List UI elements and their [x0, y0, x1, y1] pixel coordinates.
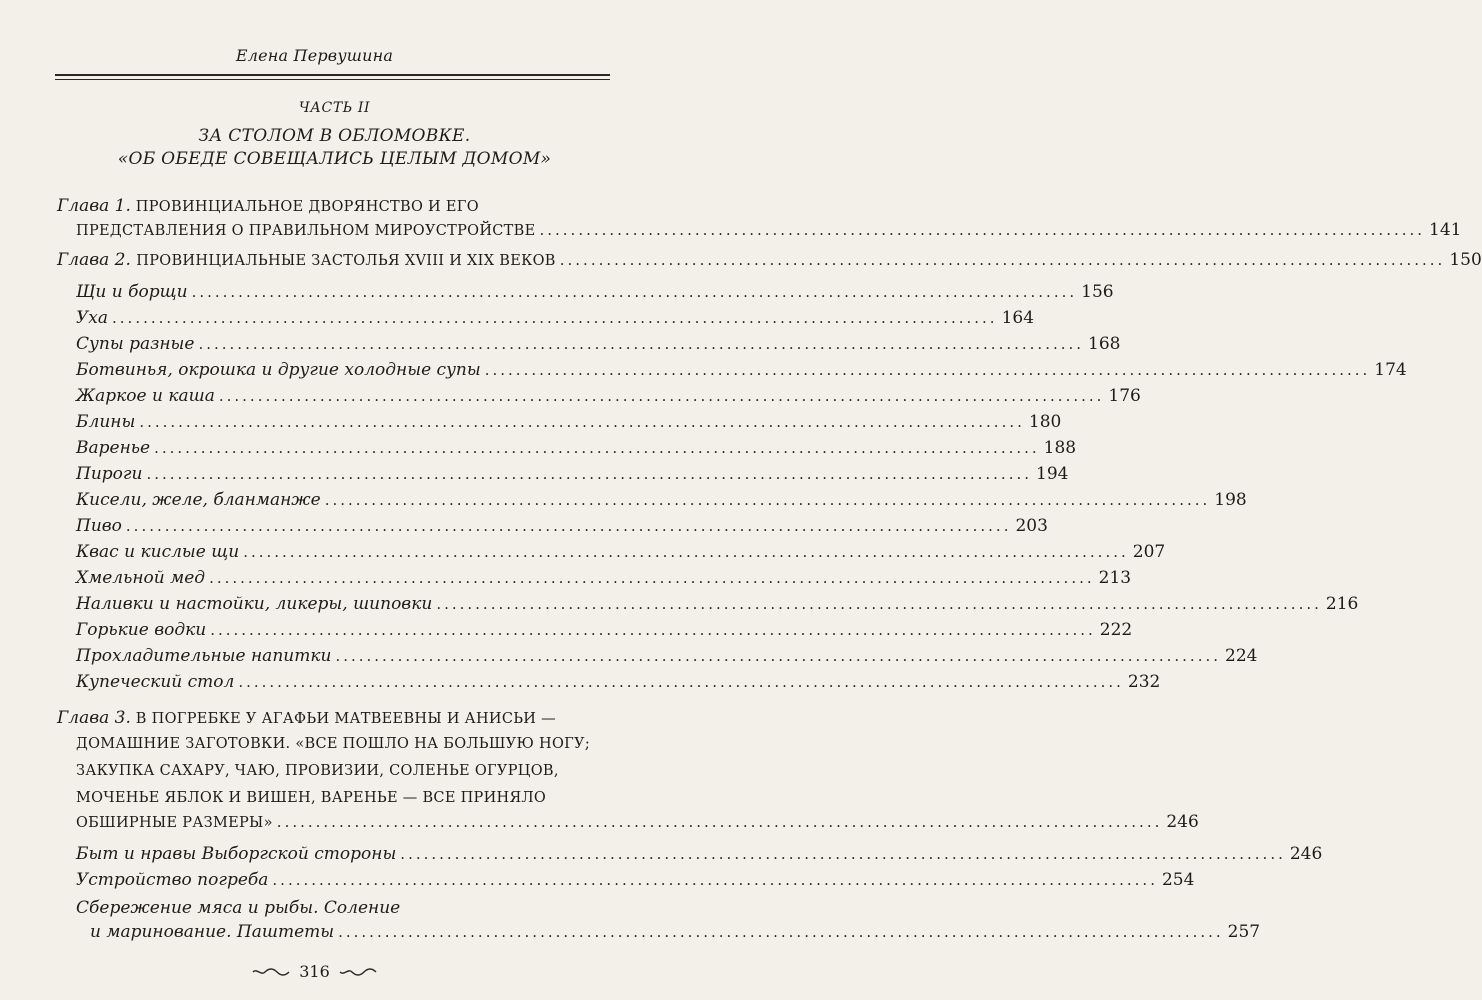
toc-entry [76, 490, 1247, 510]
section-title: Варенье [76, 438, 151, 458]
section-page: 222 [1099, 620, 1133, 640]
section-title: Уха [76, 308, 109, 328]
leader-dots: .................................................................................................................. [338, 923, 1224, 941]
toc-entry [76, 646, 1258, 666]
section-title: Быт и нравы Выборгской стороны [76, 844, 397, 864]
toc-entry [76, 412, 1062, 432]
section-page: 176 [1108, 386, 1141, 406]
chapter-3-page: 246 [1166, 812, 1199, 832]
toc-entry [76, 568, 1132, 588]
section-title: Пироги [76, 464, 143, 484]
chapter-3-title-line-4: МОЧЕНЬЕ ЯБЛОК И ВИШЕН, ВАРЕНЬЕ — ВСЕ ПРИНЯЛО [76, 790, 547, 806]
leader-dots: .................................................................................................................. [125, 517, 1012, 535]
toc-entry [76, 282, 1114, 302]
section-page: 180 [1028, 412, 1062, 432]
leader-dots: .................................................................................................................. [154, 439, 1040, 457]
section-title: Пиво [76, 516, 122, 536]
toc-entry [76, 220, 1462, 240]
leader-dots: .................................................................................................................. [400, 845, 1286, 863]
toc-entry [76, 844, 1323, 864]
section-page: 164 [1001, 308, 1035, 328]
chapter-3-title-line-1: В ПОГРЕБКЕ У АГАФЬИ МАТВЕЕВНЫ И АНИСЬИ — [135, 711, 556, 727]
section-page: 257 [1227, 922, 1261, 942]
chapter-2-title: ПРОВИНЦИАЛЬНЫЕ ЗАСТОЛЬЯ XVIII И XIX ВЕКОВ [136, 253, 556, 269]
leader-dots: .................................................................................................................. [324, 491, 1211, 509]
toc-entry [76, 542, 1166, 562]
toc-entry [76, 308, 1035, 328]
chapter-2-page: 150 [1449, 250, 1482, 270]
leader-dots: .................................................................................................................. [484, 361, 1371, 379]
chapter-3-label: Глава 3. [57, 708, 131, 728]
section-title: Кисели, желе, бланманже [76, 490, 321, 510]
section-title: Щи и борщи [76, 282, 188, 302]
toc-entry [76, 438, 1077, 458]
part-title-line-2: «ОБ ОБЕДЕ СОВЕЩАЛИСЬ ЦЕЛЫМ ДОМОМ» [117, 149, 552, 169]
leader-dots: .................................................................................................................. [146, 465, 1032, 483]
section-title: Квас и кислые щи [76, 542, 240, 562]
chapter-1-title-line-1: ПРОВИНЦИАЛЬНОЕ ДВОРЯНСТВО И ЕГО [135, 199, 479, 215]
section-page: 254 [1161, 870, 1195, 890]
section-page: 232 [1127, 672, 1161, 692]
section-title: Устройство погреба [76, 870, 269, 890]
chapter-2-label: Глава 2. [57, 250, 131, 270]
section-page: 168 [1088, 334, 1121, 354]
section-title: Супы разные [76, 334, 195, 354]
section-title: Ботвинья, окрошка и другие холодные супы [76, 360, 481, 380]
running-header: Елена Первушина [235, 46, 394, 65]
header-rule-thick [55, 74, 610, 76]
leader-dots: .................................................................................................................. [210, 621, 1096, 639]
ornament-right-icon [338, 967, 378, 977]
section-title: Наливки и настойки, ликеры, шиповки [76, 594, 433, 614]
section-page: 224 [1225, 646, 1258, 666]
leader-dots: .................................................................................................................. [209, 569, 1095, 587]
section-title: Горькие водки [76, 620, 207, 640]
toc-entry [76, 386, 1141, 406]
section-title-line-2: и маринование. Паштеты [90, 922, 335, 942]
leader-dots: .................................................................................................................. [238, 673, 1124, 691]
toc-entry [57, 250, 1482, 270]
section-page: 207 [1132, 542, 1166, 562]
chapter-1-label: Глава 1. [57, 196, 131, 216]
section-page: 246 [1289, 844, 1323, 864]
section-page: 188 [1043, 438, 1077, 458]
section-page: 174 [1374, 360, 1407, 380]
leader-dots: .................................................................................................................. [112, 309, 998, 327]
header-rule-thin [55, 79, 610, 80]
section-title: Купеческий стол [76, 672, 235, 692]
section-page: 156 [1081, 282, 1114, 302]
toc-entry [76, 360, 1407, 380]
toc-entry [76, 594, 1359, 614]
leader-dots: .................................................................................................................. [272, 871, 1158, 889]
toc-entry [76, 672, 1161, 692]
toc-entry [76, 620, 1133, 640]
toc-entry [76, 464, 1069, 484]
leader-dots: .................................................................................................................. [139, 413, 1025, 431]
section-title: Хмельной мед [76, 568, 206, 588]
toc-entry [76, 812, 1199, 832]
toc-entry [76, 516, 1048, 536]
leader-dots: .................................................................................................................. [243, 543, 1129, 561]
section-page: 194 [1036, 464, 1069, 484]
leader-dots: .................................................................................................................. [218, 387, 1105, 405]
toc-entry [76, 334, 1121, 354]
leader-dots: .................................................................................................................. [198, 335, 1085, 353]
page-number: 316 [299, 962, 330, 981]
part-title-line-1: ЗА СТОЛОМ В ОБЛОМОВКЕ. [198, 126, 471, 146]
section-page: 216 [1325, 594, 1359, 614]
toc-entry [76, 870, 1195, 890]
leader-dots: .................................................................................................................. [335, 647, 1221, 665]
page-footer [0, 962, 629, 981]
section-page: 213 [1098, 568, 1132, 588]
chapter-1-title-line-2: ПРЕДСТАВЛЕНИЯ О ПРАВИЛЬНОМ МИРОУСТРОЙСТВЕ [76, 223, 536, 239]
chapter-1-heading [57, 196, 479, 216]
leader-dots: .................................................................................................................. [559, 251, 1446, 269]
leader-dots: .................................................................................................................. [539, 221, 1426, 239]
chapter-1-page: 141 [1429, 220, 1462, 240]
section-title: Прохладительные напитки [76, 646, 332, 666]
ornament-left-icon [251, 967, 291, 977]
section-title: Жаркое и каша [76, 386, 215, 406]
part-label: ЧАСТЬ II [298, 100, 371, 116]
leader-dots: .................................................................................................................. [191, 283, 1078, 301]
chapter-3-title-line-3: ЗАКУПКА САХАРУ, ЧАЮ, ПРОВИЗИИ, СОЛЕНЬЕ ОГУРЦОВ, [76, 763, 559, 779]
toc-entry [90, 922, 1261, 942]
leader-dots: .................................................................................................................. [436, 595, 1322, 613]
section-title: Блины [76, 412, 136, 432]
chapter-3-title-line-5: ОБШИРНЫЕ РАЗМЕРЫ» [76, 815, 273, 831]
section-page: 203 [1015, 516, 1048, 536]
leader-dots: .................................................................................................................. [276, 813, 1163, 831]
section-title: Сбережение мяса и рыбы. Соление [76, 898, 401, 918]
chapter-3-heading [57, 708, 556, 728]
section-page: 198 [1214, 490, 1247, 510]
chapter-3-title-line-2: ДОМАШНИЕ ЗАГОТОВКИ. «ВСЕ ПОШЛО НА БОЛЬШУЮ НОГУ; [76, 736, 591, 752]
